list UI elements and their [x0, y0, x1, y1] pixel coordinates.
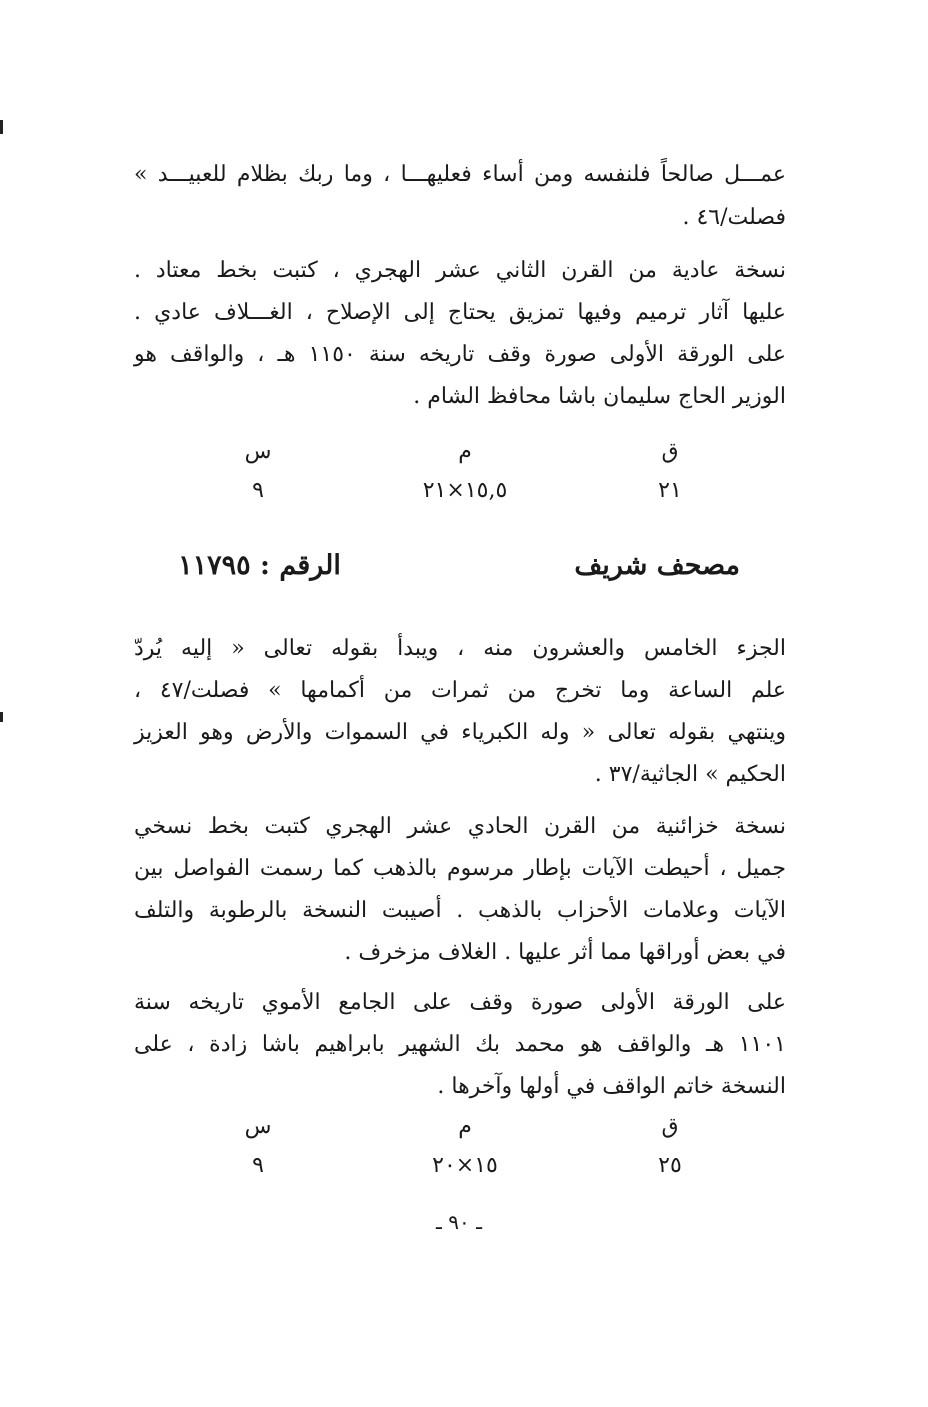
- paragraph-line: عليها آثار ترميم وفيها تمزيق يحتاج إلى الإصلاح ، الغـــلاف عادي .: [134, 300, 786, 325]
- paragraph-line: الجزء الخامس والعشرون منه ، ويبدأ بقوله تعالى « إليه يُردّ: [134, 636, 786, 661]
- scan-edge-mark: [0, 120, 3, 134]
- measure-value-s: ٩: [252, 478, 264, 503]
- measure-value-q: ٢١: [658, 478, 682, 503]
- measure-header-q: ق: [661, 439, 679, 464]
- paragraph-line: ١١٠١ هـ والواقف هو محمد بك الشهير بابراهيم باشا زادة ، على: [134, 1032, 786, 1057]
- paragraph-line: في بعض أوراقها مما أثر عليها . الغلاف مزخرف .: [344, 940, 786, 965]
- paragraph-line: جميل ، أحيطت الآيات بإطار مرسوم بالذهب كما رسمت الفواصل بين: [134, 856, 786, 881]
- scan-edge-mark: [0, 712, 3, 722]
- paragraph-line: فصلت/٤٦ .: [682, 205, 786, 230]
- paragraph-line: نسخة عادية من القرن الثاني عشر الهجري ، كتبت بخط معتاد .: [134, 258, 786, 283]
- paragraph-line: النسخة خاتم الواقف في أولها وآخرها .: [437, 1074, 786, 1099]
- paragraph-line: عمـــل صالحاً فلنفسه ومن أساء فعليهـــا ، وما ربك بظلام للعبيـــد »: [134, 162, 786, 187]
- page-number: ـ ٩٠ ـ: [436, 1210, 482, 1234]
- paragraph-line: الحكيم » الجاثية/٣٧ .: [594, 762, 786, 787]
- measure-header-s: س: [244, 439, 272, 464]
- measure-value-m: ١٥,٥×٢١: [422, 478, 508, 503]
- paragraph-line: الآيات وعلامات الأحزاب بالذهب . أصيبت النسخة بالرطوبة والتلف: [134, 898, 786, 923]
- measure-value-q: ٢٥: [658, 1153, 682, 1178]
- entry-title: مصحف شريف: [574, 550, 740, 581]
- measure-value-s: ٩: [252, 1153, 264, 1178]
- measure-header-m: م: [458, 439, 472, 464]
- measure-header-m: م: [458, 1114, 472, 1139]
- paragraph-line: على الورقة الأولى صورة وقف على الجامع الأموي تاريخه سنة: [134, 990, 786, 1015]
- paragraph-line: نسخة خزائنية من القرن الحادي عشر الهجري كتبت بخط نسخي: [134, 814, 786, 839]
- entry-number: الرقم : ١١٧٩٥: [178, 550, 341, 581]
- measure-value-m: ١٥×٢٠: [432, 1153, 498, 1178]
- paragraph-line: على الورقة الأولى صورة وقف تاريخه سنة ١١٥٠ هـ ، والواقف هو: [134, 342, 787, 367]
- paragraph-line: علم الساعة وما تخرج من ثمرات من أكمامها » فصلت/٤٧ ،: [134, 678, 787, 703]
- paragraph-line: وينتهي بقوله تعالى « وله الكبرياء في السموات والأرض وهو العزيز: [134, 720, 786, 745]
- paragraph-line: الوزير الحاج سليمان باشا محافظ الشام .: [413, 384, 786, 409]
- measure-header-q: ق: [661, 1114, 679, 1139]
- measure-header-s: س: [244, 1114, 272, 1139]
